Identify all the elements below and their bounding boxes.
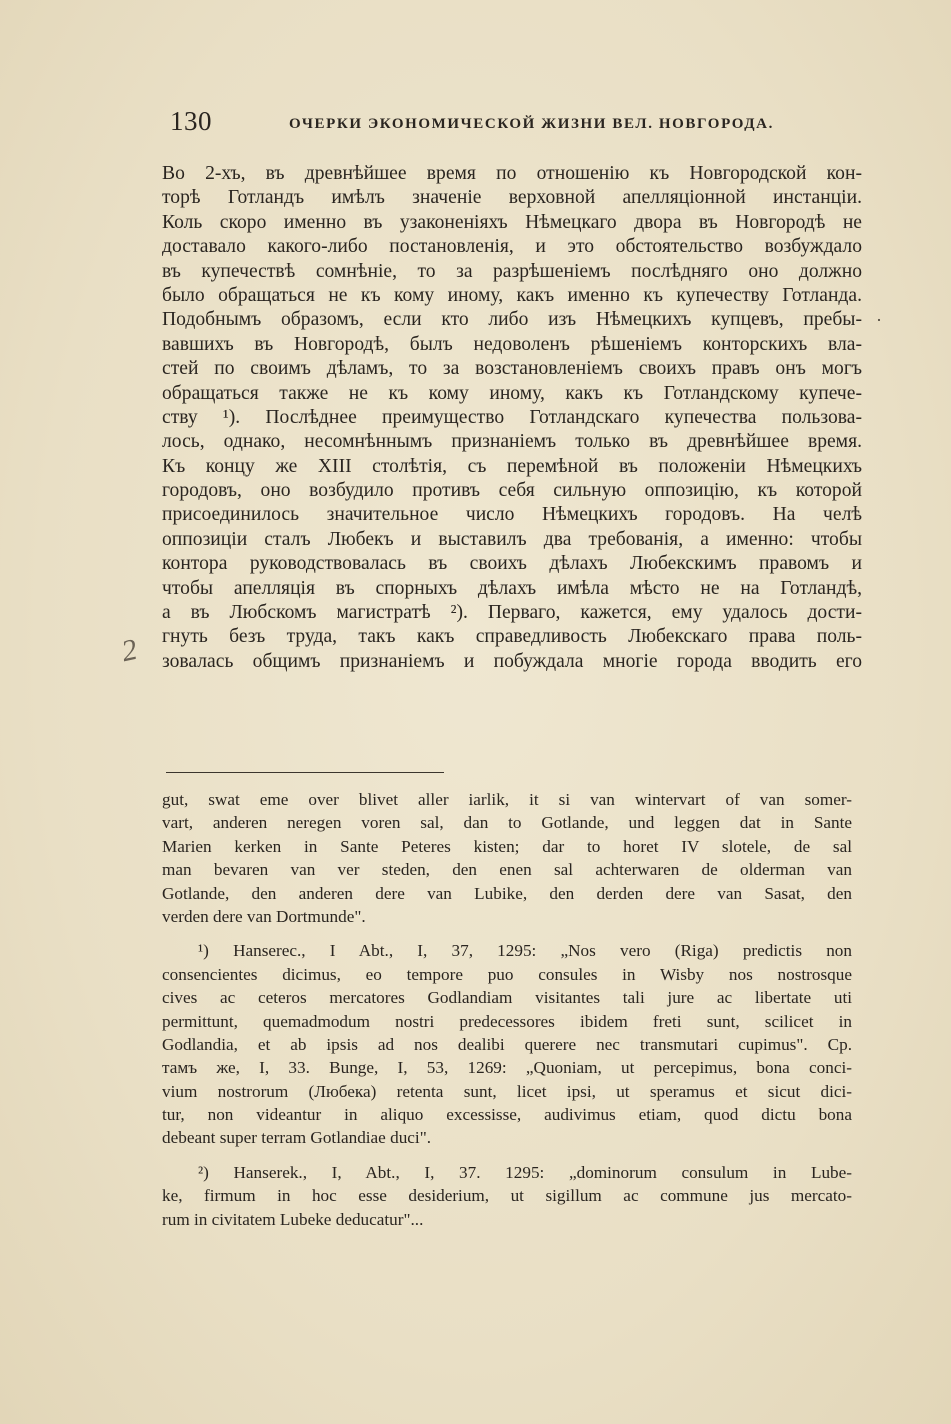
footnote-line: Godlandia, et ab ipsis ad nos dealibi querere nec transmutari cupimus". Ср. [162,1034,852,1054]
footnote-line: cives ac ceteros mercatores Godlandiam visitantes tali jure ac libertate uti [162,988,852,1008]
text-line: Во 2-хъ, въ древнѣйшее время по отношенію къ Новгородской кон- [162,163,862,184]
footnote-line: tur, non videantur in aliquo excessisse, audivimus etiam, quod dictu bona [162,1105,852,1125]
text-line: доставало какого-либо постановленія, и это обстоятельство возбуждало [162,236,862,258]
text-line: присоединилось значительное число Нѣмецкихъ городовъ. На челѣ [162,504,862,526]
footnote-line: verden dere van Dortmunde". [162,906,366,926]
footnote-continuation [162,788,852,928]
text-line: обращаться также не къ кому иному, какъ къ Готландскому купече- [162,382,862,404]
footnote-line: ²) Hanserek., I, Abt., I, 37. 1295: „dominorum consulum in Lube- [198,1162,852,1182]
text-line: оппозиціи сталъ Любекъ и выставилъ два требованія, а именно: чтобы [162,528,862,550]
footnote-1 [162,939,852,1150]
text-line: Къ концу же XIII столѣтія, съ перемѣной въ положеніи Нѣмецкихъ [162,455,862,477]
text-line: контора руководствовалась въ своихъ дѣлахъ Любекскимъ правомъ и [162,553,862,575]
footnote-line: consencientes dicimus, eo tempore puo consules in Wisby nos nostrosque [162,964,852,984]
text-line: вавшихъ въ Новгородѣ, былъ недоволенъ рѣшеніемъ конторскихъ вла- [162,333,862,355]
text-line: торѣ Готландъ имѣлъ значеніе верховной апелляціонной инстанціи. [162,187,862,209]
footnote-line: rum in civitatem Lubeke deducatur"... [162,1209,424,1229]
main-text-block [162,162,862,674]
footnote-line: ¹) Hanserec., I Abt., I, 37, 1295: „Nos vero (Riga) predictis non [198,941,852,961]
text-line: ству ¹). Послѣднее преимущество Готландскаго купечества пользова- [162,406,862,428]
footnote-2 [162,1161,852,1231]
text-line: городовъ, оно возбудило противъ себя сильную оппозицію, къ которой [162,480,862,502]
page-header [164,106,864,140]
footnote-line: vart, anderen neregen voren sal, dan to Gotlande, und leggen dat in Sante [162,813,852,833]
text-line: было обращаться не къ кому иному, какъ именно къ купечеству Готланда. [162,284,862,306]
footnote-line: man bevaren van ver steden, den enen sal achterwaren de olderman van [162,860,852,880]
text-line: гнуть безъ труда, такъ какъ справедливость Любекскаго права поль- [162,626,862,648]
text-line: стей по своимъ дѣламъ, то за возстановленіемъ своихъ правъ онъ могъ [162,358,862,380]
text-line: Подобнымъ образомъ, если кто либо изъ Нѣмецкихъ купцевъ, пребы- [162,309,862,331]
footnote-line: vium nostrorum (Любека) retenta sunt, licet ipsi, ut speramus et sicut dici- [162,1081,852,1101]
text-line: зовалась общимъ признаніемъ и побуждала многіе города вводить его [162,650,862,672]
footnote-line: debeant super terram Gotlandiae duci". [162,1128,432,1148]
footnote-line: Gotlande, den anderen dere van Lubike, den derden dere van Sasat, den [162,883,852,903]
footnote-line: Marien kerken in Sante Peteres kisten; dar to horet IV slotele, de sal [162,836,852,856]
page-number: 130 [170,106,212,136]
side-mark: · [876,310,882,330]
footnotes-block [162,788,852,1231]
text-line: въ купечествѣ сомнѣніе, то за разрѣшеніемъ послѣдняго оно должно [162,260,862,282]
text-line: лось, однако, несомнѣннымъ признаніемъ только въ древнѣйшее время. [162,431,862,453]
footnote-line: permittunt, quemadmodum nostri predecessores ibidem freti sunt, scilicet in [162,1011,852,1031]
running-title: ОЧЕРКИ ЭКОНОМИЧЕСКОЙ ЖИЗНИ ВЕЛ. НОВГОРОДА. [289,116,774,132]
margin-annotation: 2 [118,632,141,669]
footnote-line: ke, firmum in hoc esse desiderium, ut sigillum ac commune jus mercato- [162,1186,852,1206]
footnote-line: gut, swat eme over blivet aller iarlik, it si van wintervart of van somer- [162,790,852,809]
text-line: чтобы апелляція въ спорныхъ дѣлахъ имѣла мѣсто не на Готландѣ, [162,577,862,599]
text-line: а въ Любскомъ магистратѣ ²). Перваго, кажется, ему удалось дости- [162,602,862,624]
footnote-line: тамъ же, I, 33. Bunge, I, 53, 1269: „Quoniam, ut percepimus, bona conci- [162,1058,852,1078]
text-line: Коль скоро именно въ узаконеніяхъ Нѣмецкаго двора въ Новгородѣ не [162,211,862,233]
footnote-separator [166,772,444,773]
